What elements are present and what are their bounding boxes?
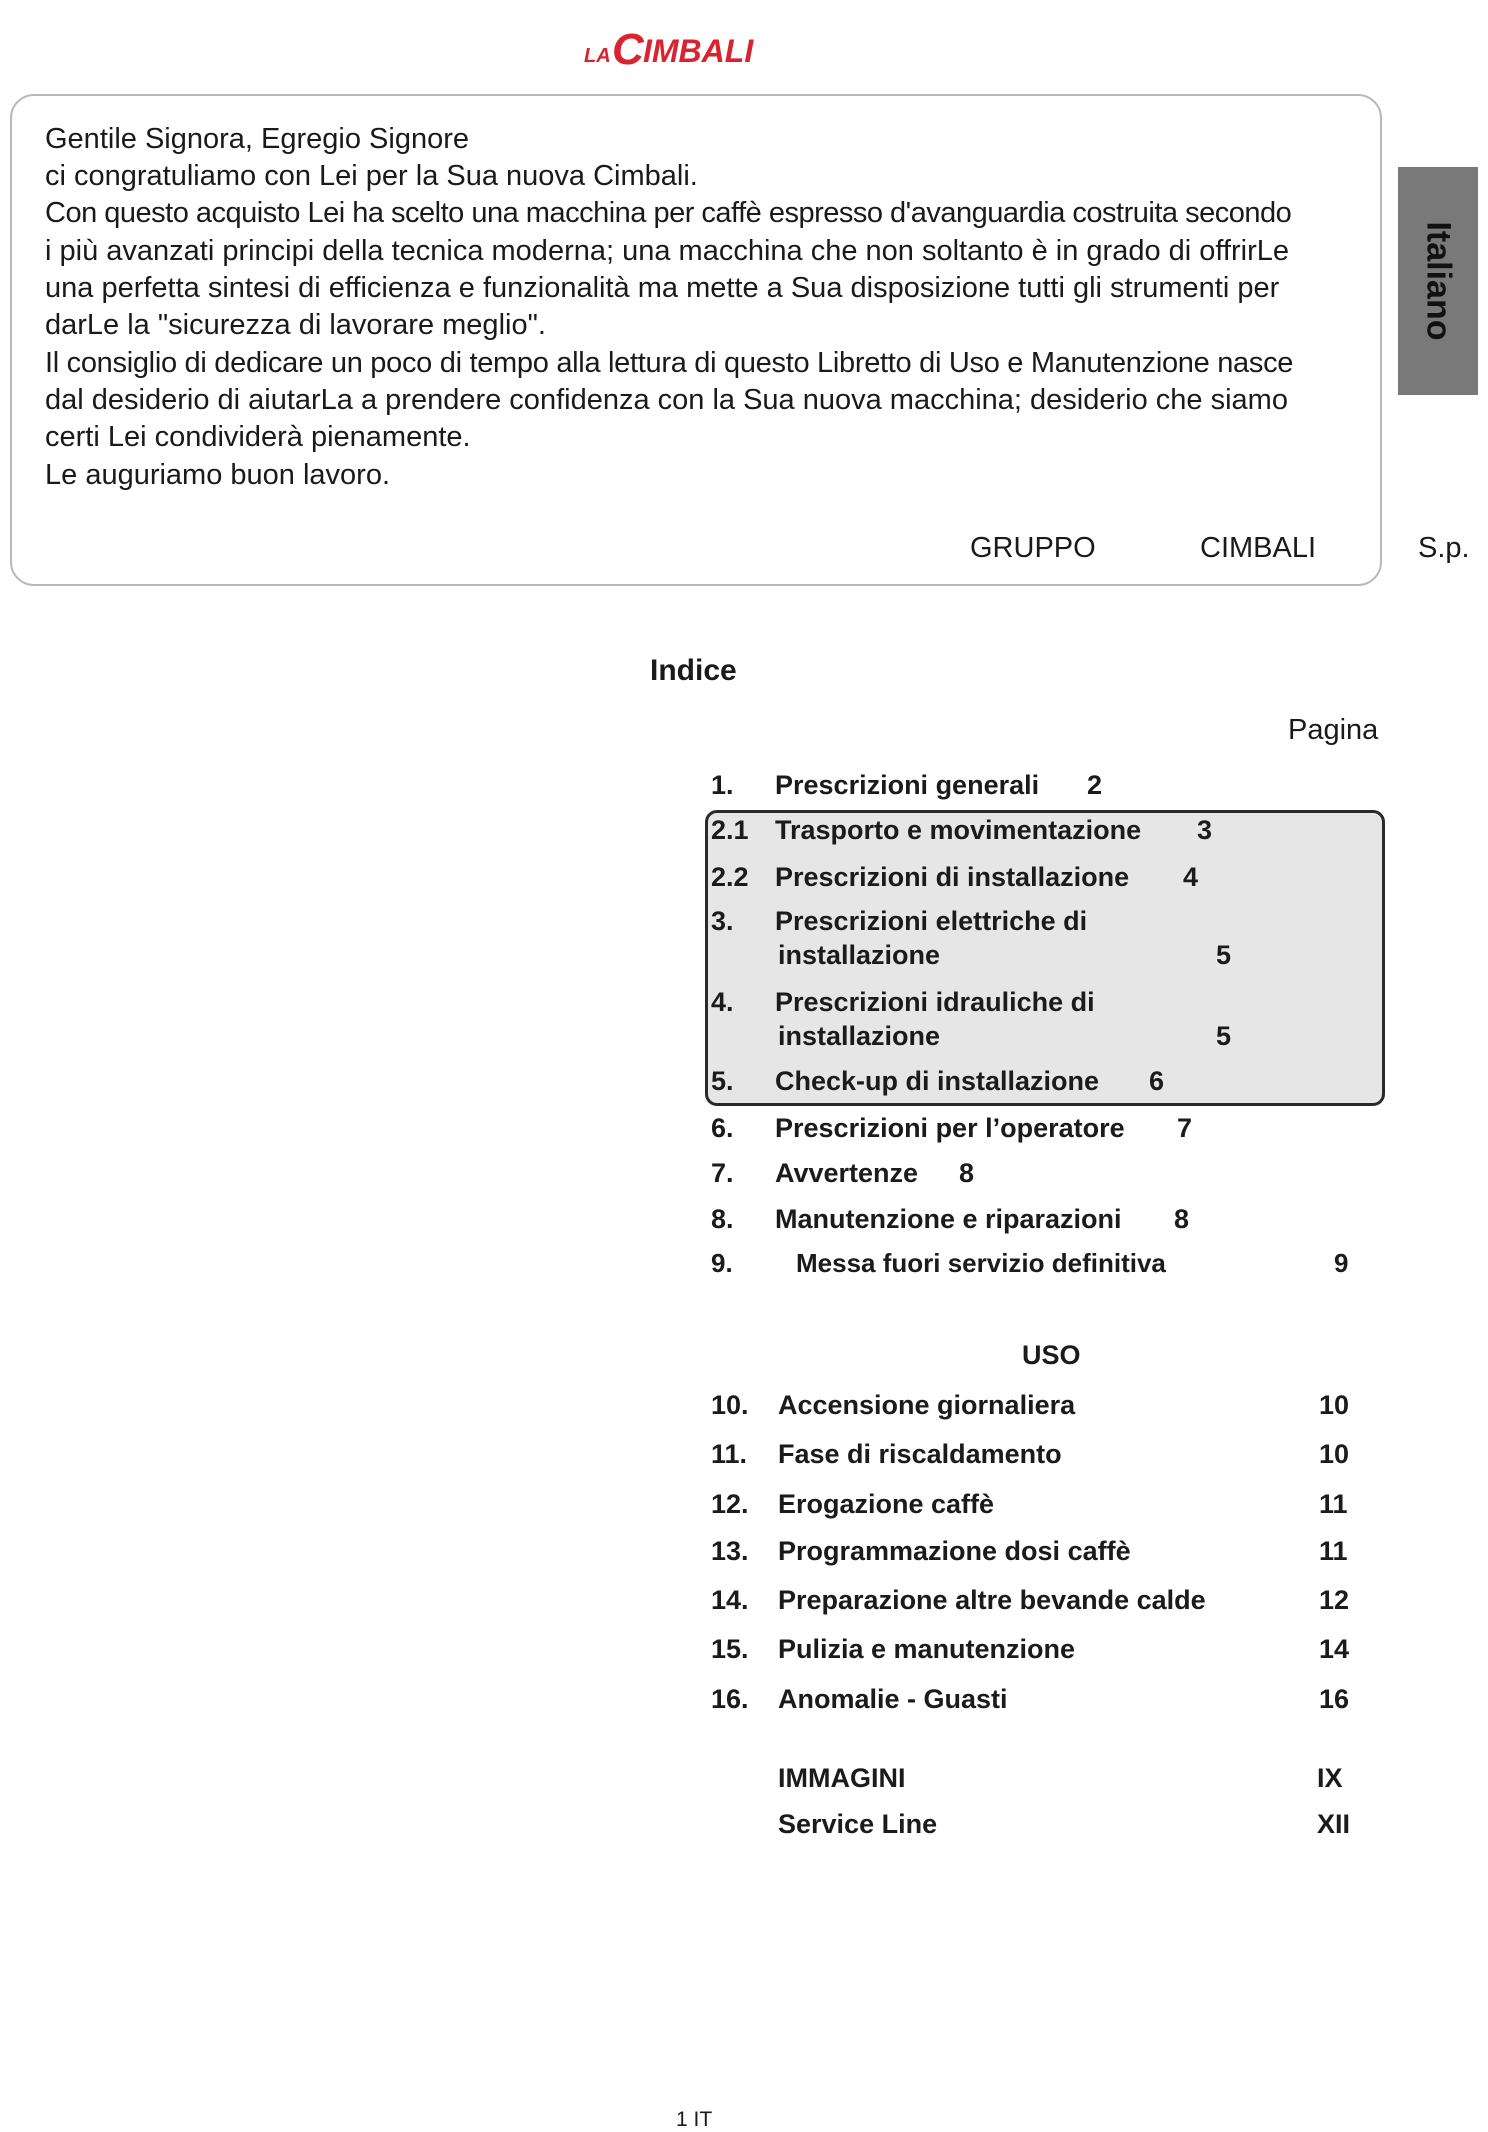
toc-title: Anomalie - Guasti xyxy=(778,1684,1008,1714)
toc-number: 5. xyxy=(711,1066,734,1096)
toc-title-continued: installazione xyxy=(778,1021,941,1051)
toc-title: Prescrizioni di installazione xyxy=(775,862,1130,892)
toc-item-6[interactable] xyxy=(711,1113,1193,1144)
toc-number: 2.2 xyxy=(711,862,749,892)
language-tab xyxy=(1398,167,1478,395)
intro-line: darLe la "sicurezza di lavorare meglio". xyxy=(45,309,546,341)
svg-text:IMBALI: IMBALI xyxy=(643,33,754,69)
intro-line: i più avanzati principi della tecnica moderna; una macchina che non soltanto è in grado di offrirLe xyxy=(45,235,1289,267)
toc-page: 5 xyxy=(1216,1021,1232,1051)
toc-page: 7 xyxy=(1177,1113,1193,1143)
page-number: 1 IT xyxy=(676,2108,713,2131)
toc-number: 10. xyxy=(711,1390,749,1420)
toc-number: 6. xyxy=(711,1113,734,1143)
toc-page: 10 xyxy=(1319,1390,1350,1420)
toc-item-10[interactable] xyxy=(711,1390,1350,1421)
toc-item-2-1[interactable] xyxy=(711,815,1213,846)
intro-line: Il consiglio di dedicare un poco di tempo alla lettura di questo Libretto di Uso e Manutenzione nasce xyxy=(45,347,1294,379)
toc-item-12[interactable] xyxy=(711,1489,1348,1520)
toc-page: 2 xyxy=(1087,770,1103,800)
toc-item-14[interactable] xyxy=(711,1585,1350,1616)
toc-title: Trasporto e movimentazione xyxy=(775,815,1142,845)
intro-line: ci congratuliamo con Lei per la Sua nuova Cimbali. xyxy=(45,160,698,192)
toc-number: 9. xyxy=(711,1248,733,1278)
toc-title: Check-up di installazione xyxy=(775,1066,1100,1096)
toc-page: 9 xyxy=(1334,1248,1349,1278)
toc-item-9[interactable] xyxy=(711,1248,1349,1279)
toc-page: 8 xyxy=(1174,1204,1190,1234)
signature-spa: S.p. xyxy=(1418,532,1470,564)
toc-title: Programmazione dosi caffè xyxy=(778,1536,1131,1566)
toc-title: Prescrizioni idrauliche di xyxy=(775,987,1095,1017)
toc-title: Prescrizioni generali xyxy=(775,770,1040,800)
toc-number: 4. xyxy=(711,987,734,1017)
toc-page: 3 xyxy=(1197,815,1213,845)
toc-item-3[interactable] xyxy=(711,906,1232,978)
toc-title: Service Line xyxy=(778,1809,938,1839)
toc-title: Fase di riscaldamento xyxy=(778,1439,1062,1469)
toc-page: 10 xyxy=(1319,1439,1350,1469)
intro-line: Gentile Signora, Egregio Signore xyxy=(45,123,469,155)
toc-item-2-2[interactable] xyxy=(711,862,1199,893)
toc-title: Accensione giornaliera xyxy=(778,1390,1076,1420)
toc-page: IX xyxy=(1317,1763,1343,1793)
toc-item-5[interactable] xyxy=(711,1066,1165,1097)
toc-item-15[interactable] xyxy=(711,1634,1350,1665)
toc-page: 8 xyxy=(959,1158,975,1188)
toc-number: 3. xyxy=(711,906,734,936)
intro-line: dal desiderio di aiutarLa a prendere confidenza con la Sua nuova macchina; desiderio che siamo xyxy=(45,384,1288,416)
cimbali-logo xyxy=(0,22,1488,72)
toc-item-service-line[interactable] xyxy=(778,1809,1351,1840)
toc-title: Manutenzione e riparazioni xyxy=(775,1204,1122,1234)
intro-letter-box xyxy=(10,94,1382,586)
signature-gruppo: GRUPPO xyxy=(970,532,1096,564)
toc-number: 8. xyxy=(711,1204,734,1234)
toc-title: Avvertenze xyxy=(775,1158,919,1188)
toc-number: 12. xyxy=(711,1489,749,1519)
toc-number: 11. xyxy=(711,1439,748,1469)
toc-item-1[interactable] xyxy=(711,770,1103,801)
signature-cimbali: CIMBALI xyxy=(1200,532,1317,564)
toc-page: 11 xyxy=(1319,1536,1348,1566)
uso-heading: USO xyxy=(1022,1340,1081,1370)
toc-page: XII xyxy=(1317,1809,1351,1839)
intro-line: Le auguriamo buon lavoro. xyxy=(45,459,391,491)
page-column-label: Pagina xyxy=(1288,714,1379,746)
toc-page: 11 xyxy=(1319,1489,1348,1519)
toc-title: Prescrizioni per l’operatore xyxy=(775,1113,1125,1143)
toc-item-11[interactable] xyxy=(711,1439,1350,1470)
index-title: Indice xyxy=(650,654,737,687)
intro-line: una perfetta sintesi di efficienza e funzionalità ma mette a Sua disposizione tutti gli strumenti per xyxy=(45,272,1280,304)
toc-item-8[interactable] xyxy=(711,1204,1190,1235)
toc-number: 2.1 xyxy=(711,815,749,845)
toc-item-16[interactable] xyxy=(711,1684,1350,1715)
toc-title: Erogazione caffè xyxy=(778,1489,995,1519)
toc-item-4[interactable] xyxy=(711,987,1232,1059)
toc-page: 12 xyxy=(1319,1585,1350,1615)
toc-title-continued: installazione xyxy=(778,940,941,970)
toc-number: 7. xyxy=(711,1158,734,1188)
svg-text:C: C xyxy=(612,25,644,72)
toc-title: IMMAGINI xyxy=(778,1763,906,1793)
logo-graphic xyxy=(0,22,1488,72)
toc-page: 14 xyxy=(1319,1634,1350,1664)
toc-page: 4 xyxy=(1183,862,1199,892)
intro-line: certi Lei condividerà pienamente. xyxy=(45,421,471,453)
intro-line: Con questo acquisto Lei ha scelto una macchina per caffè espresso d'avanguardia costruita secondo xyxy=(45,197,1292,229)
toc-title: Pulizia e manutenzione xyxy=(778,1634,1076,1664)
toc-item-7[interactable] xyxy=(711,1158,975,1189)
toc-title: Prescrizioni elettriche di xyxy=(775,906,1088,936)
toc-number: 16. xyxy=(711,1684,749,1714)
toc-item-13[interactable] xyxy=(711,1536,1348,1567)
toc-page: 16 xyxy=(1319,1684,1350,1714)
toc-number: 13. xyxy=(711,1536,749,1566)
toc-page: 6 xyxy=(1149,1066,1165,1096)
toc-page: 5 xyxy=(1216,940,1232,970)
toc-title: Messa fuori servizio definitiva xyxy=(796,1248,1166,1278)
svg-text:LA: LA xyxy=(584,45,611,67)
toc-title: Preparazione altre bevande calde xyxy=(778,1585,1206,1615)
toc-item-immagini[interactable] xyxy=(778,1763,1343,1794)
toc-number: 14. xyxy=(711,1585,749,1615)
toc-number: 1. xyxy=(711,770,734,800)
toc-number: 15. xyxy=(711,1634,749,1664)
language-tab-label: Italiano xyxy=(1419,221,1458,341)
